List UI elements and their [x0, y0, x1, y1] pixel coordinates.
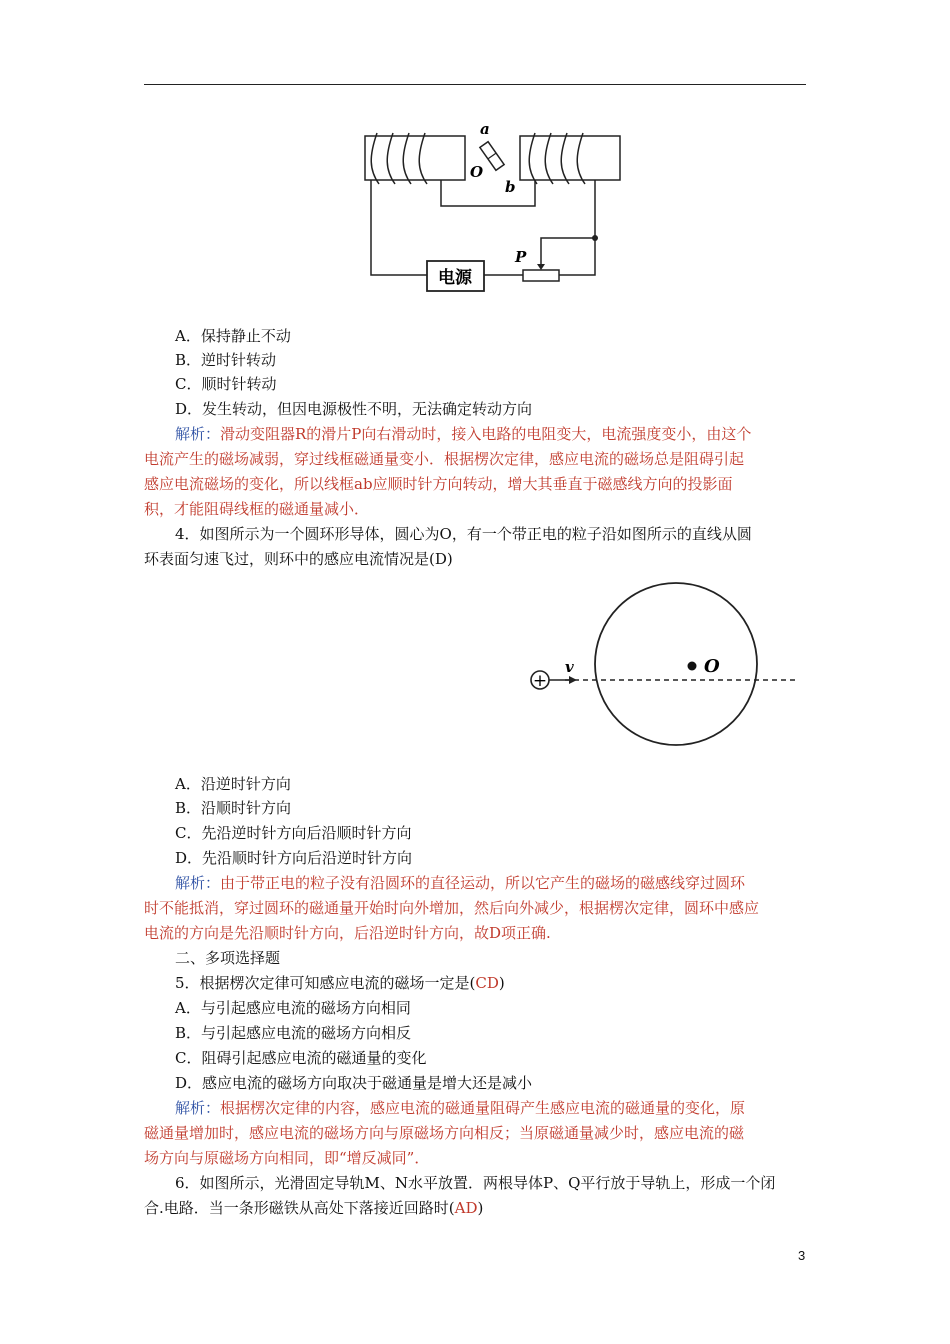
analysis-label: 解析：	[175, 425, 221, 443]
q5-option-c: C．阻碍引起感应电流的磁通量的变化	[175, 1049, 427, 1067]
label-O: O	[470, 163, 484, 181]
q4-stem-line-2: 环表面匀速飞过，则环中的感应电流情况是(D)	[144, 550, 453, 568]
q3-option-b: B．逆时针转动	[175, 351, 277, 369]
q5-option-d: D．感应电流的磁场方向取决于磁通量是增大还是减小	[175, 1074, 533, 1092]
q5-answer: CD	[475, 974, 499, 992]
section-title: 二、多项选择题	[175, 949, 281, 967]
q4-analysis-line-1: 解析：由于带正电的粒子没有沿圆环的直径运动，所以它产生的磁场的磁感线穿过圆环	[175, 874, 746, 892]
q4-option-d: D．先沿顺时针方向后沿逆时针方向	[175, 849, 413, 867]
label-center-O: O	[704, 656, 720, 677]
label-v: v	[565, 658, 574, 676]
q6-stem-line-2: 合.电路．当一条形磁铁从高处下落接近回路时(AD)	[144, 1199, 484, 1217]
q5-stem: 5．根据楞次定律可知感应电流的磁场一定是(CD)	[175, 974, 505, 992]
q4-analysis-line-2: 时不能抵消，穿过圆环的磁通量开始时向外增加，然后向外减少，根据楞次定律，圆环中感应	[144, 899, 760, 917]
q6-stem-line-1: 6．如图所示，光滑固定导轨M、N水平放置．两根导体P、Q平行放于导轨上，形成一个闭	[175, 1174, 776, 1192]
header-rule	[144, 84, 806, 85]
q3-option-d: D．发生转动，但因电源极性不明，无法确定转动方向	[175, 400, 533, 418]
label-a: a	[480, 120, 490, 138]
q3-analysis-line-2: 电流产生的磁场减弱，穿过线框磁通量变小．根据楞次定律，感应电流的磁场总是阻碍引起	[144, 450, 745, 468]
q3-analysis-line-4: 积，才能阻碍线框的磁通量减小．	[144, 500, 370, 518]
figure-ring-particle	[525, 582, 800, 754]
q5-analysis-line-1: 解析：根据楞次定律的内容，感应电流的磁通量阻碍产生感应电流的磁通量的变化，原	[175, 1099, 746, 1117]
q4-option-c: C．先沿逆时针方向后沿顺时针方向	[175, 824, 412, 842]
plus-charge-icon: +	[532, 671, 548, 691]
label-b: b	[505, 178, 516, 196]
q4-option-b: B．沿顺时针方向	[175, 799, 292, 817]
page-number: 3	[798, 1248, 806, 1263]
power-source-label: 电源	[438, 268, 472, 288]
q4-option-a: A．沿逆时针方向	[175, 775, 291, 793]
q4-analysis-line-3: 电流的方向是先沿顺时针方向，后沿逆时针方向，故D项正确.	[144, 924, 551, 942]
q4-stem-line-1: 4．如图所示为一个圆环形导体，圆心为O，有一个带正电的粒子沿如图所示的直线从圆	[175, 525, 752, 543]
q3-analysis-line-1: 解析：滑动变阻器R的滑片P向右滑动时，接入电路的电阻变大，电流强度变小，由这个	[175, 425, 752, 443]
q5-option-b: B．与引起感应电流的磁场方向相反	[175, 1024, 412, 1042]
label-P: P	[515, 248, 527, 266]
q5-analysis-line-2: 磁通量增加时，感应电流的磁场方向与原磁场方向相反；当原磁通量减少时，感应电流的磁	[144, 1124, 745, 1142]
q3-option-c: C．顺时针转动	[175, 375, 277, 393]
q5-analysis-line-3: 场方向与原磁场方向相同，即“增反减同”．	[144, 1149, 430, 1167]
q5-option-a: A．与引起感应电流的磁场方向相同	[175, 999, 411, 1017]
analysis-label: 解析：	[175, 1099, 221, 1117]
q3-option-a: A．保持静止不动	[175, 327, 291, 345]
q3-analysis-line-3: 感应电流磁场的变化，所以线框ab应顺时针方向转动，增大其垂直于磁感线方向的投影面	[144, 475, 733, 493]
q6-answer: AD	[454, 1199, 478, 1217]
figure-solenoid-circuit	[355, 118, 635, 300]
analysis-label: 解析：	[175, 874, 221, 892]
